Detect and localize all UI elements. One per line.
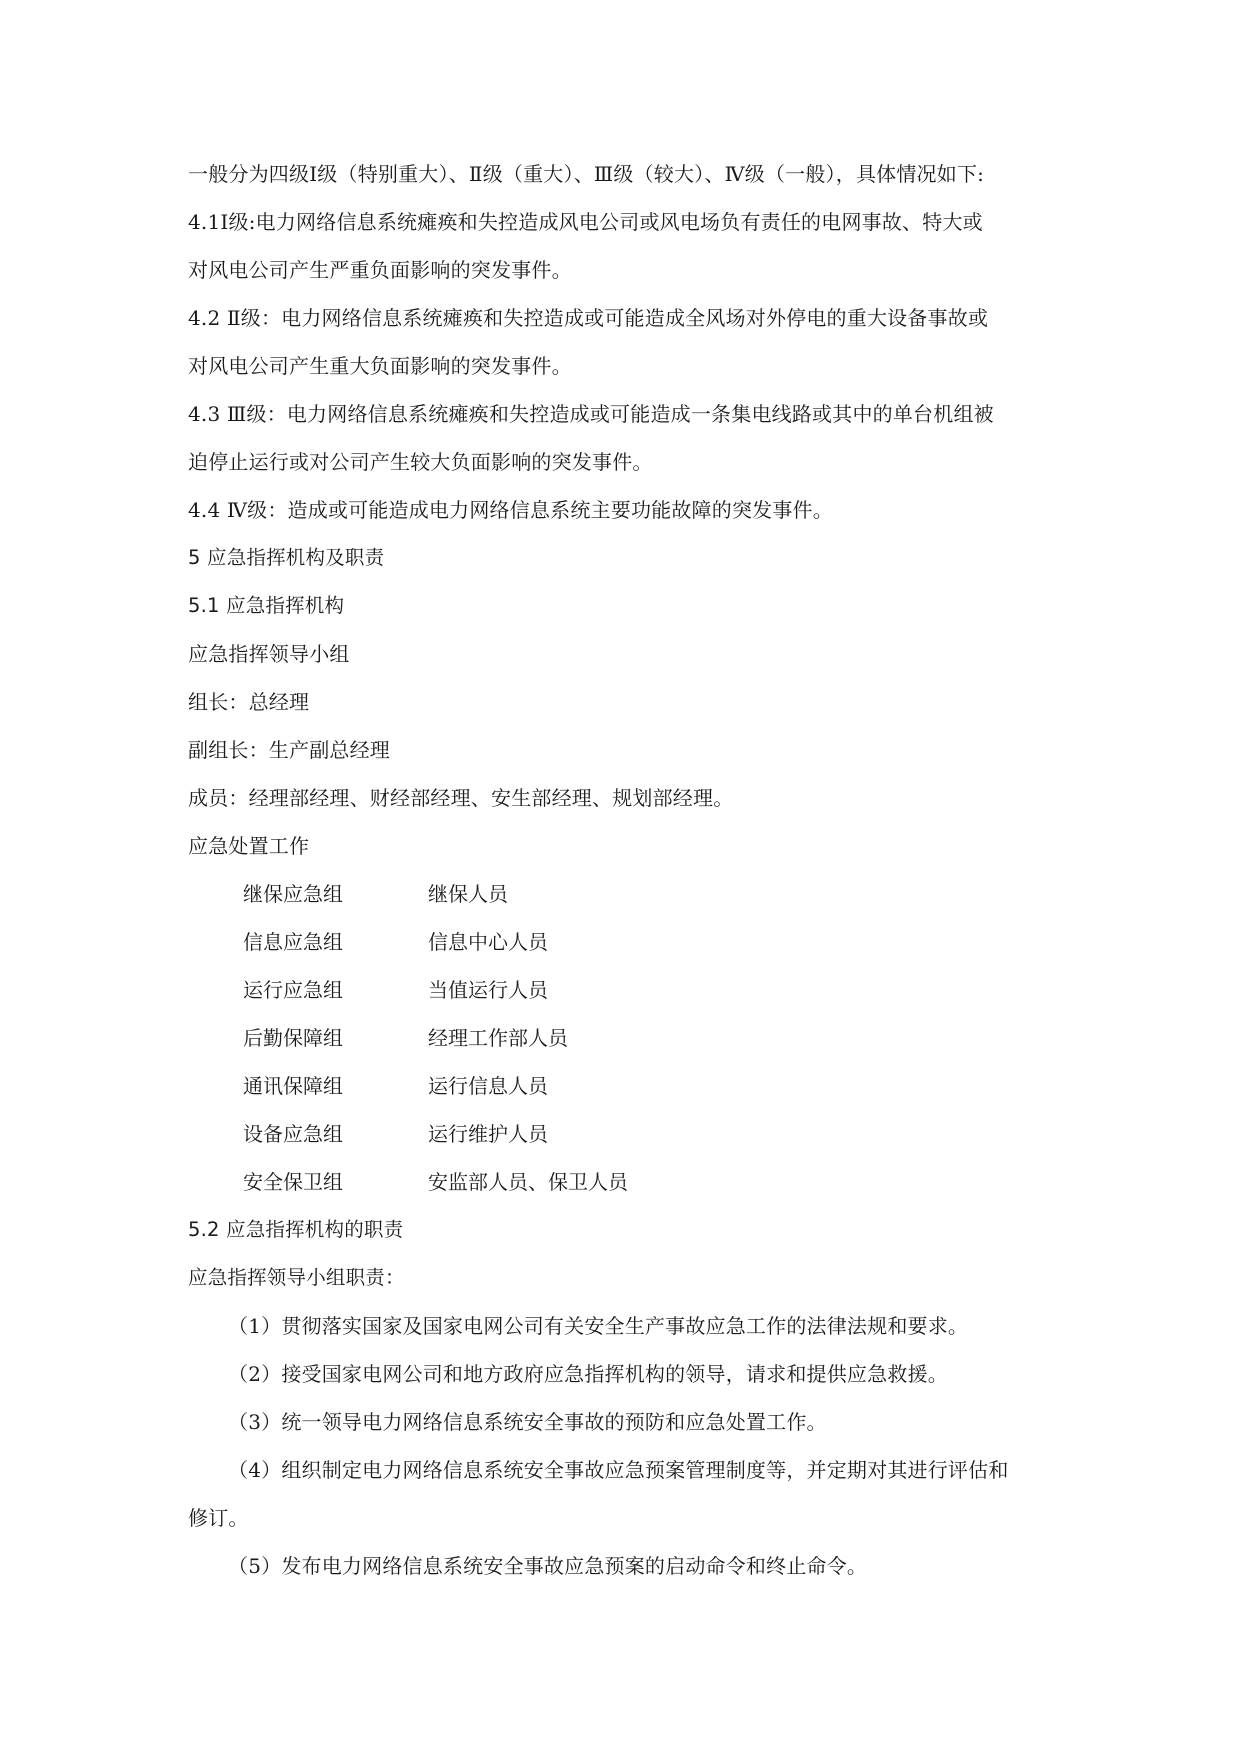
paragraph-level-3-line-2: 迫停止运行或对公司产生较大负面影响的突发事件。 — [188, 450, 653, 474]
group-name: 信息应急组 — [243, 930, 343, 954]
group-name: 运行应急组 — [243, 978, 343, 1002]
section-heading-5-1: 5.1 应急指挥机构 — [188, 594, 345, 617]
group-name: 继保应急组 — [243, 882, 343, 906]
duty-item-5: （5）发布电力网络信息系统安全事故应急预案的启动命令和终止命令。 — [228, 1554, 868, 1578]
duty-item-4-line-1: （4）组织制定电力网络信息系统安全事故应急预案管理制度等，并定期对其进行评估和 — [228, 1458, 1009, 1482]
group-members: 经理工作部人员 — [428, 1026, 568, 1050]
group-members: 当值运行人员 — [428, 978, 548, 1002]
paragraph-level-4: 4.4 Ⅳ级：造成或可能造成电力网络信息系统主要功能故障的突发事件。 — [188, 498, 833, 522]
leader-line: 组长：总经理 — [188, 690, 310, 714]
duty-item-4-line-2: 修订。 — [188, 1506, 249, 1530]
group-members: 运行信息人员 — [428, 1074, 548, 1098]
group-name: 后勤保障组 — [243, 1026, 343, 1050]
paragraph-level-1-line-1: 4.1Ⅰ级:电力网络信息系统瘫痪和失控造成风电公司或风电场负有责任的电网事故、特大或 — [188, 210, 983, 234]
section-heading-5: 5 应急指挥机构及职责 — [188, 546, 385, 569]
paragraph-level-2-line-1: 4.2 Ⅱ级：电力网络信息系统瘫痪和失控造成或可能造成全风场对外停电的重大设备事故或 — [188, 306, 989, 330]
paragraph-level-2-line-2: 对风电公司产生重大负面影响的突发事件。 — [188, 354, 572, 378]
emergency-work-title: 应急处置工作 — [188, 834, 310, 858]
duty-item-3: （3）统一领导电力网络信息系统安全事故的预防和应急处置工作。 — [228, 1410, 827, 1434]
group-members: 安监部人员、保卫人员 — [428, 1170, 628, 1194]
leading-group-title: 应急指挥领导小组 — [188, 642, 350, 666]
duty-item-2: （2）接受国家电网公司和地方政府应急指挥机构的领导，请求和提供应急救援。 — [228, 1362, 948, 1386]
paragraph-level-1-line-2: 对风电公司产生严重负面影响的突发事件。 — [188, 258, 572, 282]
paragraph-level-3-line-1: 4.3 Ⅲ级：电力网络信息系统瘫痪和失控造成或可能造成一条集电线路或其中的单台机组被 — [188, 402, 994, 426]
group-name: 设备应急组 — [243, 1122, 343, 1146]
members-line: 成员：经理部经理、财经部经理、安生部经理、规划部经理。 — [188, 786, 734, 810]
deputy-leader-line: 副组长：生产副总经理 — [188, 738, 390, 762]
section-heading-5-2: 5.2 应急指挥机构的职责 — [188, 1218, 404, 1241]
group-members: 信息中心人员 — [428, 930, 548, 954]
group-name: 通讯保障组 — [243, 1074, 343, 1098]
paragraph-levels-intro: 一般分为四级Ⅰ级（特别重大）、Ⅱ级（重大）、Ⅲ级（较大）、Ⅳ级（一般），具体情况如下: — [188, 162, 985, 186]
group-members: 继保人员 — [428, 882, 508, 906]
duty-item-1: （1）贯彻落实国家及国家电网公司有关安全生产事故应急工作的法律法规和要求。 — [228, 1314, 969, 1338]
duties-subheading: 应急指挥领导小组职责： — [188, 1266, 405, 1289]
group-members: 运行维护人员 — [428, 1122, 548, 1146]
group-name: 安全保卫组 — [243, 1170, 343, 1194]
